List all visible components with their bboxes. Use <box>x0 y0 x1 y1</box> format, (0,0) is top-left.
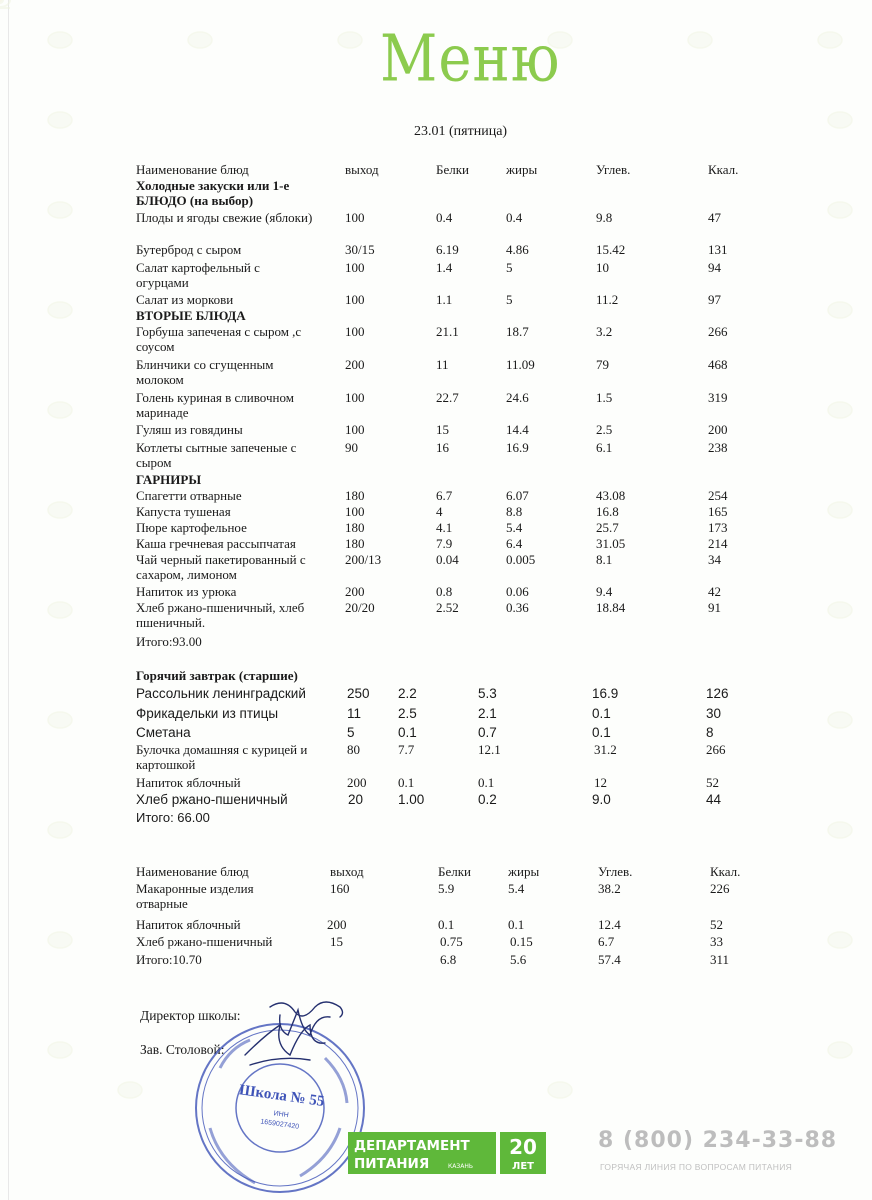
dish-yield: 80 <box>347 742 360 757</box>
dish-kcal: 173 <box>708 520 728 535</box>
section-title-sides: ГАРНИРЫ <box>136 472 202 487</box>
dish-carbs: 16.9 <box>592 686 619 701</box>
dish-kcal: 131 <box>708 242 728 257</box>
dish-yield: 100 <box>345 260 365 275</box>
dish-protein: 11 <box>436 357 449 372</box>
dish-name: Салат картофельный с огурцами <box>136 260 260 290</box>
dish-name: Макаронные изделия отварные <box>136 881 254 911</box>
dish-fat: 16.9 <box>506 440 529 455</box>
dish-carbs: 6.1 <box>596 440 613 455</box>
dish-carbs: 79 <box>596 357 609 372</box>
dish-carbs: 15.42 <box>596 242 626 257</box>
dish-fat: 0.36 <box>506 600 529 615</box>
dish-fat: 5 <box>506 260 513 275</box>
header-dish: Наименование блюд <box>136 162 249 177</box>
dish-yield: 100 <box>345 324 365 339</box>
dish-kcal: 468 <box>708 357 728 372</box>
dish-carbs: 2.5 <box>596 422 613 437</box>
hotline-caption: ГОРЯЧАЯ ЛИНИЯ ПО ВОПРОСАМ ПИТАНИЯ <box>600 1162 793 1172</box>
dish-kcal: 94 <box>708 260 721 275</box>
dish-kcal: 200 <box>708 422 728 437</box>
dish-carbs: 12 <box>594 775 607 790</box>
dish-carbs: 12.4 <box>598 917 621 932</box>
dish-name: Салат из моркови <box>136 292 234 307</box>
handwritten-signature <box>240 995 360 1075</box>
dish-kcal: 97 <box>708 292 721 307</box>
dish-protein: 7.9 <box>436 536 453 551</box>
dish-yield: 20/20 <box>345 600 375 615</box>
dish-fat: 14.4 <box>506 422 529 437</box>
dish-yield: 100 <box>345 292 365 307</box>
dish-yield: 200 <box>345 357 365 372</box>
dish-name: Хлеб ржано-пшеничный <box>136 792 288 807</box>
dish-fat: 18.7 <box>506 324 529 339</box>
dish-kcal: 126 <box>706 686 729 701</box>
total-protein: 6.8 <box>440 952 457 967</box>
dish-fat: 4.86 <box>506 242 529 257</box>
dish-yield: 200 <box>347 775 367 790</box>
dish-kcal: 266 <box>708 324 728 339</box>
dish-name: Блинчики со сгущенным молоком <box>136 357 274 387</box>
header-yield: выход <box>345 162 379 177</box>
dish-kcal: 47 <box>708 210 721 225</box>
dish-yield: 5 <box>347 725 355 740</box>
dish-fat: 12.1 <box>478 742 501 757</box>
dish-kcal: 52 <box>710 917 723 932</box>
dish-protein: 0.04 <box>436 552 459 567</box>
director-label: Директор школы: <box>140 1008 241 1023</box>
dish-kcal: 34 <box>708 552 721 567</box>
dish-yield: 20 <box>348 792 364 807</box>
dish-yield: 200 <box>345 584 365 599</box>
dish-protein: 2.52 <box>436 600 459 615</box>
header-dish: Наименование блюд <box>136 864 249 879</box>
page-title: Меню <box>380 22 561 97</box>
dish-protein: 0.1 <box>438 917 455 932</box>
dish-name: Бутерброд с сыром <box>136 242 242 257</box>
dish-name: Горбуша запеченая с сыром ,с соусом <box>136 324 302 354</box>
dish-protein: 7.7 <box>398 742 415 757</box>
section-title-cold: Холодные закуски или 1-е БЛЮДО (на выбор) <box>136 178 290 208</box>
dish-yield: 200 <box>327 917 347 932</box>
dish-carbs: 18.84 <box>596 600 626 615</box>
dish-fat: 8.8 <box>506 504 523 519</box>
dish-carbs: 9.4 <box>596 584 613 599</box>
dish-protein: 0.1 <box>398 725 417 740</box>
dish-name: Сметана <box>136 725 191 740</box>
dish-fat: 6.07 <box>506 488 529 503</box>
dish-carbs: 3.2 <box>596 324 613 339</box>
dish-kcal: 238 <box>708 440 728 455</box>
dish-protein: 15 <box>436 422 449 437</box>
dish-protein: 6.7 <box>436 488 453 503</box>
dish-protein: 2.2 <box>398 686 417 701</box>
dish-kcal: 33 <box>710 934 723 949</box>
logo-city: КАЗАНЬ <box>448 1163 473 1170</box>
dish-name: Спагетти отварные <box>136 488 242 503</box>
dish-yield: 160 <box>330 881 350 896</box>
dish-yield: 30/15 <box>345 242 375 257</box>
section-title-breakfast: Горячий завтрак (старшие) <box>136 668 298 683</box>
stamp-inn: 1659027420 <box>259 1118 300 1131</box>
dish-fat: 6.4 <box>506 536 523 551</box>
dish-kcal: 8 <box>706 725 714 740</box>
dish-fat: 5 <box>506 292 513 307</box>
stamp-school: Школа № 55 <box>238 1082 326 1111</box>
dish-carbs: 11.2 <box>596 292 619 307</box>
dish-protein: 22.7 <box>436 390 459 405</box>
logo-years-word: ЛЕТ <box>512 1161 534 1172</box>
dish-yield: 180 <box>345 536 365 551</box>
dish-fat: 0.1 <box>508 917 525 932</box>
dish-yield: 100 <box>345 390 365 405</box>
dish-protein: 5.9 <box>438 881 455 896</box>
header-fat: жиры <box>506 162 538 177</box>
total-2: Итого: 66.00 <box>136 810 210 825</box>
header-fat: жиры <box>508 864 540 879</box>
dish-fat: 5.4 <box>506 520 523 535</box>
dish-carbs: 16.8 <box>596 504 619 519</box>
header-protein: Белки <box>438 864 471 879</box>
dish-fat: 11.09 <box>506 357 535 372</box>
dish-carbs: 31.2 <box>594 742 617 757</box>
header-kcal: Ккал. <box>708 162 739 177</box>
dish-fat: 0.15 <box>510 934 533 949</box>
dish-kcal: 266 <box>706 742 726 757</box>
dish-protein: 1.1 <box>436 292 453 307</box>
dish-carbs: 10 <box>596 260 609 275</box>
dish-name: Чай черный пакетированный с сахаром, лимоном <box>136 552 306 582</box>
dish-name: Напиток яблочный <box>136 775 241 790</box>
header-yield: выход <box>330 864 364 879</box>
dish-protein: 0.8 <box>436 584 453 599</box>
dish-fat: 0.7 <box>478 725 497 740</box>
stamp-inn-label: ИНН <box>273 1110 290 1120</box>
dish-carbs: 9.8 <box>596 210 613 225</box>
dish-carbs: 43.08 <box>596 488 626 503</box>
dish-name: Рассольник ленинградский <box>136 686 306 701</box>
dish-name: Голень куриная в сливочном маринаде <box>136 390 294 420</box>
dish-carbs: 25.7 <box>596 520 619 535</box>
dish-kcal: 44 <box>706 792 722 807</box>
dish-yield: 15 <box>330 934 343 949</box>
dish-yield: 100 <box>345 422 365 437</box>
dish-protein: 16 <box>436 440 449 455</box>
dish-protein: 0.75 <box>440 934 463 949</box>
dish-name: Булочка домашняя с курицей и картошкой <box>136 742 308 772</box>
dish-name: Фрикадельки из птицы <box>136 706 279 721</box>
dish-name: Каша гречневая рассыпчатая <box>136 536 296 551</box>
total-kcal: 311 <box>710 952 730 967</box>
dish-kcal: 319 <box>708 390 728 405</box>
dish-carbs: 31.05 <box>596 536 626 551</box>
department-logo <box>348 1132 548 1174</box>
canteen-label: Зав. Столовой: <box>140 1042 225 1057</box>
dish-carbs: 38.2 <box>598 881 621 896</box>
dish-protein: 0.1 <box>398 775 415 790</box>
dish-name: Плоды и ягоды свежие (яблоки) <box>136 210 313 225</box>
dish-name: Напиток яблочный <box>136 917 241 932</box>
dish-protein: 1.4 <box>436 260 453 275</box>
dish-kcal: 52 <box>706 775 719 790</box>
dish-yield: 100 <box>345 504 365 519</box>
dish-fat: 0.06 <box>506 584 529 599</box>
dish-carbs: 9.0 <box>592 792 611 807</box>
dish-protein: 4 <box>436 504 443 519</box>
dish-protein: 4.1 <box>436 520 453 535</box>
dish-kcal: 91 <box>708 600 721 615</box>
dish-carbs: 1.5 <box>596 390 613 405</box>
dish-fat: 0.1 <box>478 775 495 790</box>
header-protein: Белки <box>436 162 469 177</box>
dish-yield: 200/13 <box>345 552 382 567</box>
dish-kcal: 254 <box>708 488 728 503</box>
header-kcal: Ккал. <box>710 864 741 879</box>
dish-carbs: 0.1 <box>592 725 611 740</box>
dish-fat: 2.1 <box>478 706 497 721</box>
dish-yield: 250 <box>347 686 370 701</box>
dish-protein: 1.00 <box>398 792 425 807</box>
dish-name: Хлеб ржано-пшеничный, хлеб пшеничный. <box>136 600 305 630</box>
dish-protein: 0.4 <box>436 210 453 225</box>
dish-kcal: 30 <box>706 706 722 721</box>
dish-yield: 180 <box>345 488 365 503</box>
dish-protein: 6.19 <box>436 242 459 257</box>
dish-fat: 5.4 <box>508 881 525 896</box>
dish-name: Котлеты сытные запеченые с сыром <box>136 440 297 470</box>
dish-kcal: 165 <box>708 504 728 519</box>
dish-kcal: 226 <box>710 881 730 896</box>
dish-name: Гуляш из говядины <box>136 422 243 437</box>
dish-fat: 24.6 <box>506 390 529 405</box>
dish-kcal: 42 <box>708 584 721 599</box>
logo-years-num: 20 <box>509 1135 537 1159</box>
total-fat: 5.6 <box>510 952 527 967</box>
dish-fat: 0.005 <box>506 552 536 567</box>
header-carbs: Углев. <box>596 162 631 177</box>
dish-carbs: 8.1 <box>596 552 613 567</box>
dish-yield: 11 <box>347 706 362 721</box>
dish-name: Пюре картофельное <box>136 520 247 535</box>
dish-name: Капуста тушеная <box>136 504 231 519</box>
total-carbs: 57.4 <box>598 952 621 967</box>
dish-yield: 180 <box>345 520 365 535</box>
logo-line1: ДЕПАРТАМЕНТ <box>354 1138 470 1154</box>
logo-line2: ПИТАНИЯ <box>354 1156 430 1172</box>
dish-protein: 21.1 <box>436 324 459 339</box>
menu-date: 23.01 (пятница) <box>414 124 508 139</box>
dish-yield: 100 <box>345 210 365 225</box>
dish-carbs: 6.7 <box>598 934 615 949</box>
dish-yield: 90 <box>345 440 358 455</box>
dish-name: Напиток из урюка <box>136 584 237 599</box>
dish-protein: 2.5 <box>398 706 417 721</box>
dish-kcal: 214 <box>708 536 728 551</box>
section-title-mains: ВТОРЫЕ БЛЮДА <box>136 308 246 323</box>
total-3: Итого:10.70 <box>136 952 202 967</box>
dish-fat: 5.3 <box>478 686 497 701</box>
total-1: Итого:93.00 <box>136 634 202 649</box>
hotline-phone: 8 (800) 234-33-88 <box>598 1128 838 1153</box>
dish-name: Хлеб ржано-пшеничный <box>136 934 273 949</box>
header-carbs: Углев. <box>598 864 633 879</box>
dish-fat: 0.4 <box>506 210 523 225</box>
dish-carbs: 0.1 <box>592 706 611 721</box>
dish-fat: 0.2 <box>478 792 497 807</box>
